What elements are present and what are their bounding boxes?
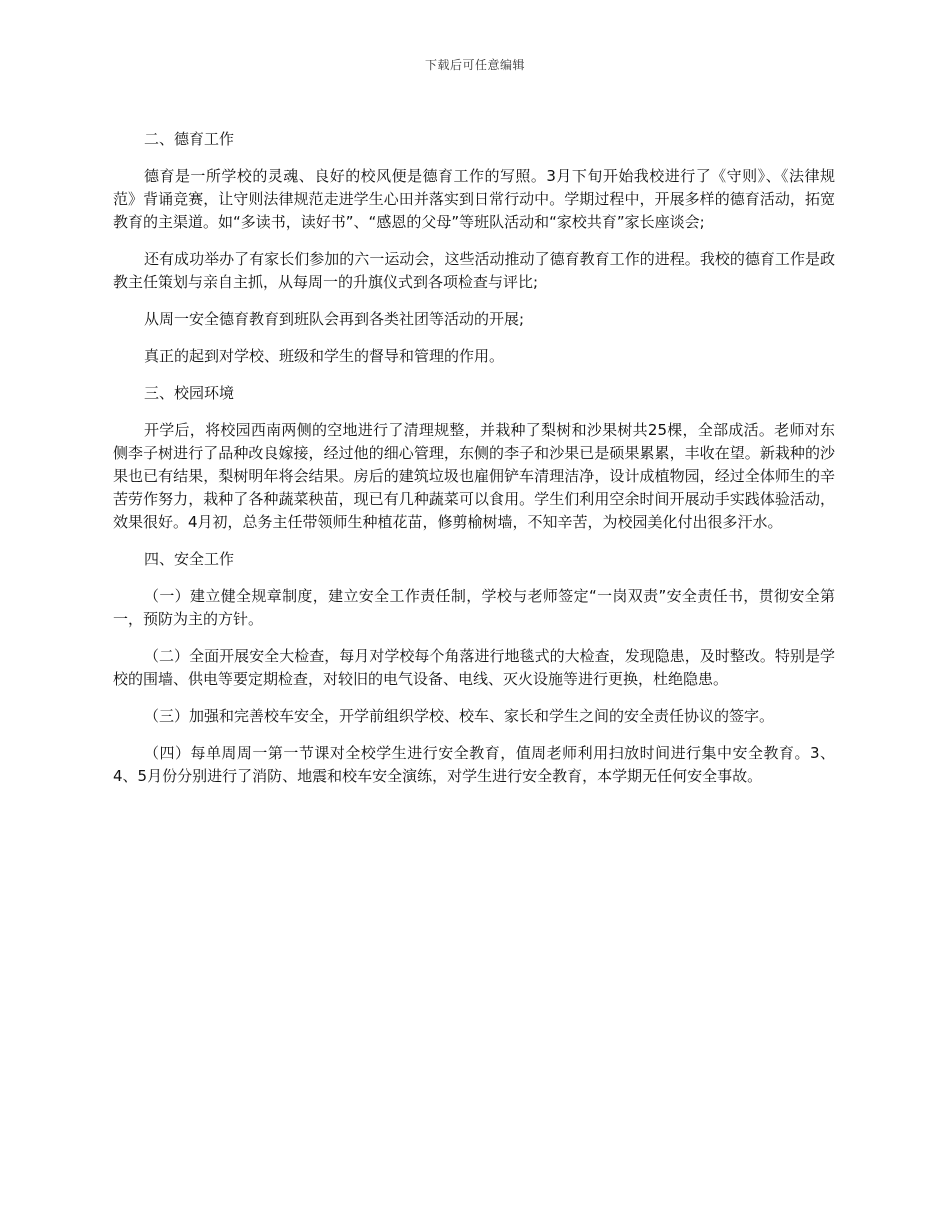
paragraph: 从周一安全德育教育到班队会再到各类社团等活动的开展;: [144, 310, 525, 328]
page-header: 下载后可任意编辑: [424, 58, 525, 72]
paragraph: 德育是一所学校的灵魂、良好的校风便是德育工作的写照。3月下旬开始我校进行了《守则》、《法律规范》背诵竞赛，让守则法律规范走进学生心田并落实到日常行动中。学期过程中，开展多样的德育活动，拓宽教育的主渠道。如“多读书，读好书”、“感恩的父母”等班队活动和“家校共育”家长座谈会;: [113, 167, 835, 231]
paragraph: （三）加强和完善校车安全，开学前组织学校、校车、家长和学生之间的安全责任协议的签字。: [144, 707, 775, 725]
paragraph: 还有成功举办了有家长们参加的六一运动会，这些活动推动了德育教育工作的进程。我校的德育工作是政教主任策划与亲自主抓，从每周一的升旗仪式到各项检查与评比;: [113, 250, 835, 291]
paragraph: 开学后，将校园西南两侧的空地进行了清理规整，并栽种了梨树和沙果树共25棵，全部成活。老师对东侧李子树进行了品种改良嫁接，经过他的细心管理，东侧的李子和沙果已是硕果累累，丰收在望。新栽种的沙果也已有结果，梨树明年将会结果。房后的建筑垃圾也雇佣铲车清理洁净，设计成植物园，经过全体师生的辛苦劳作努力，栽种了各种蔬菜秧苗，现已有几种蔬菜可以食用。学生们利用空余时间开展动手实践体验活动，效果很好。4月初，总务主任带领师生种植花苗，修剪榆树墙，不知辛苦，为校园美化付出很多汗水。: [113, 421, 835, 531]
section-heading-safety-work: 四、安全工作: [144, 550, 235, 568]
document-body: [113, 128, 835, 802]
paragraph: （四）每单周周一第一节课对全校学生进行安全教育，值周老师利用扫放时间进行集中安全教育。3、4、5月份分别进行了消防、地震和校车安全演练，对学生进行安全教育，本学期无任何安全事故。: [113, 744, 835, 785]
paragraph: 真正的起到对学校、班级和学生的督导和管理的作用。: [144, 347, 505, 365]
paragraph: （一）建立健全规章制度，建立安全工作责任制，学校与老师签定“一岗双责”安全责任书，贯彻安全第一，预防为主的方针。: [113, 587, 835, 628]
paragraph: （二）全面开展安全大检查，每月对学校每个角落进行地毯式的大检查，发现隐患，及时整改。特别是学校的围墙、供电等要定期检查，对较旧的电气设备、电线、灭火设施等进行更换，杜绝隐患。: [113, 647, 835, 688]
section-heading-campus-environment: 三、校园环境: [144, 384, 235, 402]
section-heading-moral-education: 二、德育工作: [144, 130, 235, 148]
